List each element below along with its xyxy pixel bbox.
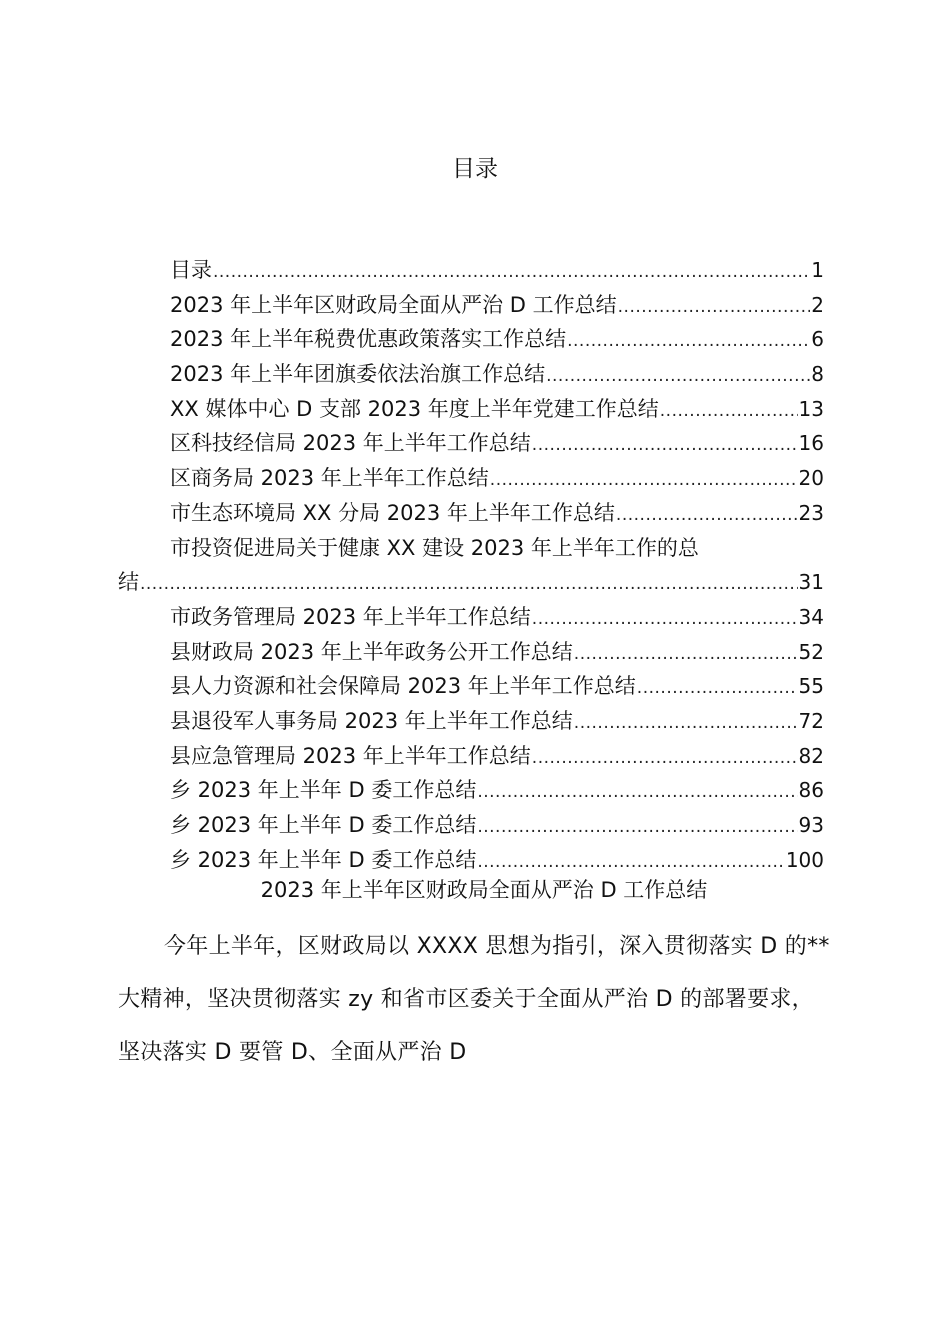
toc-leader-dots — [574, 706, 798, 741]
toc-entry-page: 1 — [811, 258, 824, 282]
toc-entry-label: 乡 2023 年上半年 D 委工作总结 — [170, 813, 477, 837]
toc-entry-label-continued: 结 — [118, 570, 139, 595]
toc-entry[interactable] — [118, 808, 824, 843]
toc-entry-label: 县退役军人事务局 2023 年上半年工作总结 — [170, 708, 573, 733]
toc-entry-label: XX 媒体中心 D 支部 2023 年度上半年党建工作总结 — [170, 396, 659, 421]
toc-leader-dots — [477, 810, 797, 845]
toc-entry-page: 72 — [798, 708, 824, 733]
toc-leader-dots — [477, 775, 797, 810]
toc-leader-dots — [140, 567, 798, 602]
toc-leader-dots — [532, 741, 798, 776]
toc-entry-page: 55 — [798, 674, 824, 699]
toc-leader-dots — [546, 359, 810, 394]
toc-entry[interactable] — [118, 531, 824, 566]
toc-entry-continuation[interactable] — [118, 565, 824, 600]
toc-entry[interactable] — [118, 322, 824, 357]
toc-entry[interactable] — [118, 357, 824, 392]
toc-entry[interactable] — [118, 288, 824, 323]
toc-entry-label: 市投资促进局关于健康 XX 建设 2023 年上半年工作的总 — [170, 535, 699, 560]
toc-entry-label: 乡 2023 年上半年 D 委工作总结 — [170, 847, 477, 872]
toc-entry[interactable] — [118, 461, 824, 496]
toc-entry-label: 目录 — [170, 258, 212, 282]
toc-leader-dots — [637, 671, 798, 706]
toc-entry-page: 13 — [798, 396, 824, 421]
toc-entry[interactable] — [118, 600, 824, 635]
toc-entry[interactable] — [118, 496, 824, 531]
toc-entry[interactable] — [118, 635, 824, 670]
toc-leader-dots — [567, 324, 810, 359]
toc-entry-label: 县财政局 2023 年上半年政务公开工作总结 — [170, 639, 573, 664]
toc-entry-page: 31 — [798, 570, 824, 595]
toc-entry-page: 23 — [798, 500, 824, 525]
toc-entry[interactable] — [118, 773, 824, 808]
body-paragraph: 今年上半年，区财政局以 XXXX 思想为指引，深入贯彻落实 D 的**大精神，坚决贯彻落实 zy 和省市区委关于全面从严治 D 的部署要求，坚决落实 D 要管 D、全面从严治 D — [118, 934, 830, 1065]
toc-entry-page: 34 — [798, 604, 824, 629]
toc-leader-dots — [660, 394, 798, 429]
toc-entry-page: 2 — [811, 292, 824, 317]
toc-entry-label: 区科技经信局 2023 年上半年工作总结 — [170, 431, 531, 456]
toc-entry-label: 市政务管理局 2023 年上半年工作总结 — [170, 604, 531, 629]
toc-leader-dots — [574, 637, 798, 672]
toc-entry-page: 6 — [811, 327, 824, 352]
toc-entry[interactable] — [118, 253, 824, 288]
toc-entry-label: 市生态环境局 XX 分局 2023 年上半年工作总结 — [170, 500, 615, 525]
toc-entry[interactable] — [118, 392, 824, 427]
section-heading: 2023 年上半年区财政局全面从严治 D 工作总结 — [260, 878, 708, 902]
toc-entry-page: 20 — [798, 466, 824, 491]
toc-entry-page: 100 — [785, 847, 824, 872]
toc-entry-label: 县应急管理局 2023 年上半年工作总结 — [170, 743, 531, 768]
toc-title: 目录 — [452, 156, 498, 182]
toc-leader-dots — [532, 428, 798, 463]
toc-entry-label: 县人力资源和社会保障局 2023 年上半年工作总结 — [170, 674, 636, 699]
toc-entry[interactable] — [118, 669, 824, 704]
toc-entry-page: 86 — [798, 778, 824, 803]
toc-entry[interactable] — [118, 739, 824, 774]
toc-entry-label: 2023 年上半年税费优惠政策落实工作总结 — [170, 327, 567, 352]
toc-leader-dots — [213, 255, 810, 290]
toc-entry-page: 8 — [811, 362, 824, 387]
toc-entry-page: 82 — [798, 743, 824, 768]
toc-entry-page: 52 — [798, 639, 824, 664]
toc-entry-page: 93 — [798, 813, 824, 837]
toc-leader-dots — [618, 290, 811, 325]
toc-entry-label: 乡 2023 年上半年 D 委工作总结 — [170, 778, 477, 803]
toc-entry-label: 2023 年上半年团旗委依法治旗工作总结 — [170, 362, 546, 387]
toc-leader-dots — [616, 498, 798, 533]
table-of-contents — [118, 253, 824, 877]
toc-entry-page: 16 — [798, 431, 824, 456]
toc-entry-label: 2023 年上半年区财政局全面从严治 D 工作总结 — [170, 292, 617, 317]
toc-entry-label: 区商务局 2023 年上半年工作总结 — [170, 466, 489, 491]
toc-entry[interactable] — [118, 704, 824, 739]
toc-leader-dots — [490, 463, 798, 498]
toc-entry[interactable] — [118, 426, 824, 461]
toc-leader-dots — [532, 602, 798, 637]
